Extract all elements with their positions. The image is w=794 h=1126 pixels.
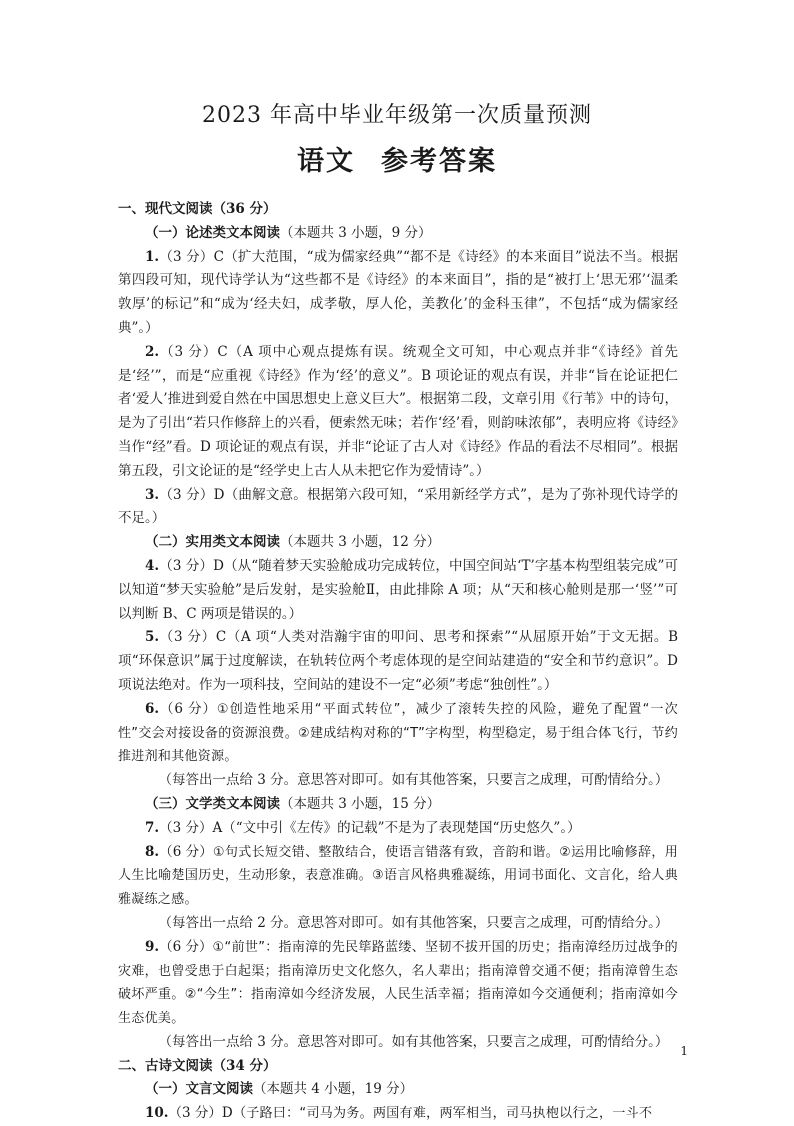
- answer-score: （6 分）: [159, 843, 213, 860]
- answer-text: （3 分）D（曲解文意。根据第六段可知，“采用新经学方式”，是为了弥补现代诗学的不足。）: [118, 486, 678, 527]
- answer-text: 子路曰：“司马为务。两国有难，两军相当，司马执枹以行之，一斗不: [246, 1106, 653, 1122]
- subsection-heading-literary: [118, 793, 678, 817]
- scoring-note-q6: （每答出一点给 3 分。意思答对即可。如有其他答案，只要言之成理，可酌情给分。）: [158, 772, 669, 789]
- answer-q5: [118, 626, 678, 697]
- subsection-info: （本题共 4 小题，19 分）: [253, 1081, 414, 1098]
- question-number: 6.: [145, 700, 160, 717]
- answer-q6: [118, 698, 678, 769]
- subsection-title: （二）实用类文本阅读: [145, 534, 280, 551]
- answer-q2: [118, 341, 678, 484]
- question-number: 3.: [145, 486, 160, 503]
- question-number: 1.: [145, 248, 160, 265]
- subtitle-answer-key: 参考答案: [381, 146, 497, 177]
- answer-score: （6 分）: [159, 700, 217, 717]
- section-heading-modern-reading: 一、现代文阅读（36 分）: [118, 201, 277, 217]
- answer-score: （6 分）: [159, 938, 213, 955]
- question-number: 9.: [145, 938, 160, 955]
- subsection-info: （本题共 3 小题，15 分）: [280, 795, 441, 812]
- answer-q4: [118, 555, 678, 626]
- section-heading-classical-reading: 二、古诗文阅读（34 分）: [118, 1057, 277, 1074]
- answer-text: ①句式长短交错、整散结合，使语言错落有致，音韵和谐。②运用比喻修辞，用人生比喻楚国历史，生动形象，表意准确。③语言风格典雅凝练，用词书面化、文言化，给人典雅凝练之感。: [118, 844, 678, 908]
- document-title: 2023 年高中毕业年级第一次质量预测: [202, 103, 592, 128]
- answer-text: （3 分）C（A 项中心观点提炼有误。统观全文可知，中心观点并非“《诗经》首先是‘经’”，而是“应重视《诗经》作为‘经’的意义”。B 项论证的观点有误，并非“旨在论证把仁者‘爱人’推进到爱自然在中国思想史上意义巨大”。根据第二段，文章引用《行苇》中的诗句，是为了引出“若只作修辞上的兴看，便索然无味；若作‘经’看，则韵味浓郁”，表明应将《诗经》当作“经”看。D 项论证的观点有误，并非“论证了古人对《诗经》作品的看法不尽相同”。根据第五段，引文论证的是“经学史上古人从未把它作为爱情诗”。）: [118, 343, 678, 479]
- subsection-heading-practical: [118, 531, 678, 555]
- subsection-info: （本题共 3 小题，9 分）: [280, 224, 432, 241]
- answer-q9: [118, 936, 678, 1031]
- answer-q3: [118, 484, 678, 532]
- answer-q8: [118, 841, 678, 912]
- answer-text: ①创造性地采用“平面式转位”，减少了滚转失控的风险，避免了配置“一次性”交会对接设备的资源浪费。②建成结构对称的“T”字构型，构型稳定，易于组合体飞行，节约推进剂和其他资源。: [118, 701, 679, 765]
- answer-text: （3 分）D（从“随着梦天实验舱成功完成转位，中国空间站‘T’字基本构型组装完成”可以知道“梦天实验舱”是后发射，是实验舱Ⅱ，由此排除 A 项；从“天和核心舱则是那一‘竖’”可以判断 B、C 两项是错误的。）: [118, 557, 678, 622]
- question-number: 5.: [145, 629, 160, 646]
- answer-text: （3 分）C（A 项“人类对浩瀚宇宙的叩问、思考和探索”“从屈原开始”于文无据。B 项“环保意识”属于过度解读，在轨转位两个考虑体现的是空间站建造的“安全和节约意识”。D 项说法绝对。作为一项科技，空间站的建设不一定“必须”考虑“独创性”。）: [118, 629, 678, 693]
- answer-text: ①“前世”：指南漳的先民筚路蓝缕、坚韧不拔开国的历史；指南漳经历过战争的灾难，也曾受患于白起渠；指南漳历史文化悠久，名人辈出；指南漳曾交通不便；指南漳曾生态破坏严重。②“今生”：指南漳如今经济发展，人民生活幸福；指南漳如今交通便利；指南漳如今生态优美。: [118, 939, 678, 1027]
- answer-q7: [118, 817, 678, 841]
- question-number: 10.: [145, 1105, 169, 1122]
- answer-text: （3 分）C（扩大范围，“成为儒家经典”“都不是《诗经》的本来面目”说法不当。根据第四段可知，现代诗学认为“这些都不是《诗经》的本来面目”，指的是“被打上‘思无邪’‘温柔敦厚’的标记”和“成为‘经夫妇，成孝敬，厚人伦，美教化’的金科玉律”，不包括“成为儒家经典”。）: [118, 248, 678, 336]
- answer-content: [118, 198, 678, 1126]
- subsection-title: （一）论述类文本阅读: [145, 224, 280, 241]
- question-number: 4.: [145, 557, 160, 574]
- scoring-note-q9: （每答出一点给 3 分。意思答对即可。如有其他答案，只要言之成理，可酌情给分。）: [158, 1033, 669, 1050]
- subtitle-subject: 语文: [297, 146, 355, 177]
- subsection-title: （三）文学类文本阅读: [145, 795, 280, 812]
- subsection-heading-argumentative: [118, 222, 678, 246]
- answer-text: （3 分）A（“文中引《左传》的记载”不是为了表现楚国“历史悠久”。）: [159, 819, 581, 836]
- subsection-title: （一）文言文阅读: [145, 1081, 253, 1098]
- question-number: 2.: [145, 343, 160, 360]
- scoring-note-q8: （每答出一点给 2 分。意思答对即可。如有其他答案，只要言之成理，可酌情给分。）: [158, 914, 669, 931]
- document-subtitle: [0, 144, 794, 180]
- question-number: 8.: [145, 843, 160, 860]
- question-number: 7.: [145, 819, 160, 836]
- answer-score: （3 分）D（: [168, 1105, 247, 1122]
- subsection-info: （本题共 3 小题，12 分）: [280, 534, 441, 551]
- answer-q10: [118, 1102, 678, 1126]
- subsection-heading-classical-prose: [118, 1078, 678, 1102]
- answer-q1: [118, 246, 678, 341]
- page-number: 1: [680, 1044, 688, 1058]
